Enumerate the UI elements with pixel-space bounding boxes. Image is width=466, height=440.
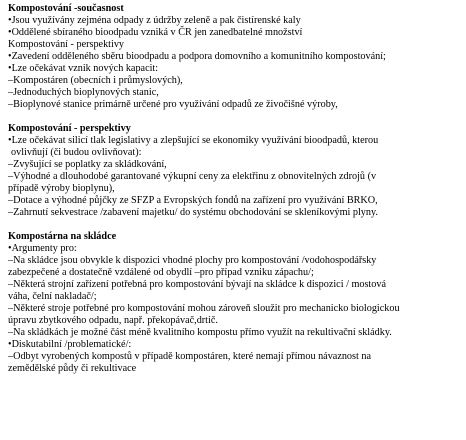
dash-item-continuation: zabezpečené a dostatečně vzdálené od obydlí –pro případ vzniku zápachu/;: [8, 267, 314, 278]
arguments-label: •Argumenty pro:: [8, 243, 77, 254]
dash-item: –Jednoduchých bioplynových stanic,: [8, 87, 159, 98]
dash-item: –Některé stroje potřebné pro kompostování mohou zároveň sloužit pro mechanicko biologickou: [8, 303, 400, 314]
bullet-continuation: ovlivňují (či budou ovlivňovat):: [11, 147, 142, 158]
dash-item: –Výhodné a dlouhodobé garantované výkupní ceny za elektřinu z obnovitelných zdrojů (v: [8, 171, 377, 182]
dash-item-continuation: případě výroby bioplynu),: [8, 183, 115, 194]
dash-item-continuation: úpravu zbytkového odpadu, např. překopávač,drtič.: [8, 315, 218, 326]
subheading-line: Kompostování - perspektivy: [8, 39, 125, 50]
bullet-line: •Jsou využívány zejména odpady z údržby zeleně a pak čistírenské kaly: [8, 15, 301, 26]
section-composting-perspectives: [8, 123, 458, 219]
section-landfill-composting: [8, 231, 458, 375]
bullet-line: •Oddělené sbíraného bioodpadu vzniká v ČR jen zanedbatelné množství: [8, 27, 303, 38]
section-heading: Kompostování - perspektivy: [8, 123, 131, 134]
dash-item: –Bioplynové stanice primárně určené pro využívání odpadů ze živočišné výroby,: [8, 99, 338, 110]
dash-item-continuation: váha, čelní nakladač/;: [8, 291, 97, 302]
dash-item: –Na skládkách je možné část méně kvalitního kompostu přímo využít na rekultivační skládky.: [8, 327, 392, 338]
dash-item: –Dotace a výhodné půjčky ze SFZP a Evropských fondů na zařízení pro využívání BRKO,: [8, 195, 378, 206]
dash-item: –Kompostáren (obecních i průmyslových),: [8, 75, 183, 86]
bullet-line: •Lze očekávat vznik nových kapacit:: [8, 63, 159, 74]
dash-item: –Odbyt vyrobených kompostů v případě kompostáren, které nemají přímou návaznost na: [8, 351, 371, 362]
document: [8, 3, 458, 375]
dash-item: –Zvyšující se poplatky za skládkování,: [8, 159, 167, 170]
bullet-line: •Lze očekávat silicí tlak legislativy a zlepšující se ekonomiky využívání bioodpadů, kterou: [8, 135, 379, 146]
section-composting-present: [8, 3, 458, 111]
bullet-line: •Zavedení odděleného sběru bioodpadu a podpora domovního a komunitního kompostování;: [8, 51, 386, 62]
disputable-label: •Diskutabilní /problematické/:: [8, 339, 132, 350]
section-heading: Kompostárna na skládce: [8, 231, 117, 242]
section-heading: Kompostování -současnost: [8, 3, 124, 14]
dash-item: –Některá strojní zařízení potřebná pro kompostování bývají na skládce k dispozici / mostová: [8, 279, 386, 290]
dash-item-continuation: zemědělské půdy či rekultivace: [8, 363, 137, 374]
dash-item: –Na skládce jsou obvykle k dispozici vhodné plochy pro kompostování /vodohospodářsky: [8, 255, 377, 266]
dash-item: –Zahrnutí sekvestrace /zabavení majetku/ do systému obchodování se skleníkovými plyny.: [8, 207, 378, 218]
